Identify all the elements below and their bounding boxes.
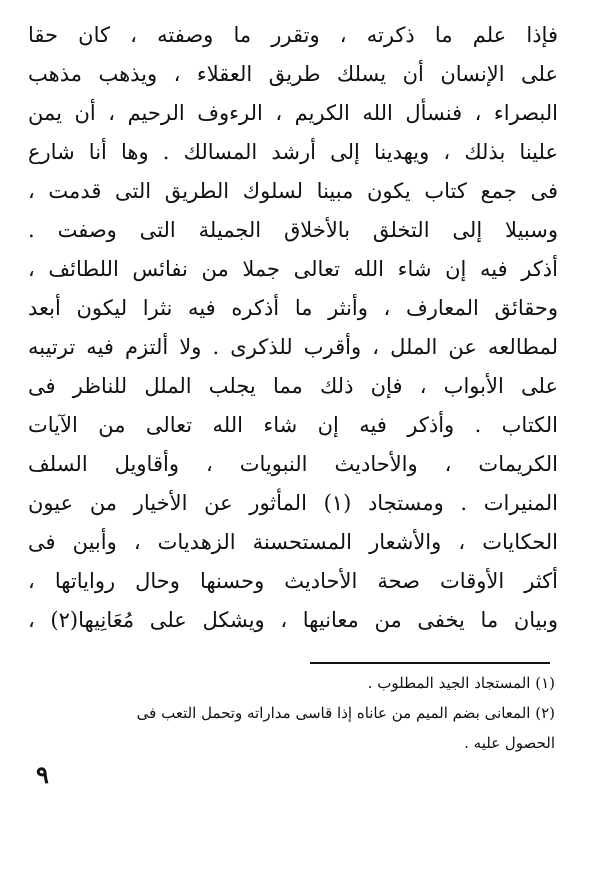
text-line: الحكايات ، والأشعار المستحسنة الزهديات ، وأبين فى — [28, 530, 558, 554]
text-line: على الأبواب ، فإن ذلك مما يجلب الملل للناظر فى — [28, 374, 558, 398]
page-number: ٩ — [36, 760, 49, 789]
text-line: الكريمات ، والأحاديث النبويات ، وأقاويل السلف — [28, 452, 558, 476]
body-text — [28, 16, 558, 640]
text-line: وسبيلا إلى التخلق بالأخلاق الجميلة التى وصفت . — [28, 218, 558, 242]
text-line: علينا بذلك ، ويهدينا إلى أرشد المسالك . وها أنا شارع — [28, 140, 558, 164]
footnote-separator — [310, 662, 550, 664]
text-line: البصراء ، فنسأل الله الكريم ، الرءوف الرحيم ، أن يمن — [28, 101, 558, 125]
footnote-2-continuation: الحصول عليه . — [464, 734, 555, 752]
text-line: أكثر الأوقات صحة الأحاديث وحسنها وحال رواياتها ، — [28, 569, 558, 593]
footnote-1: (١) المستجاد الجيد المطلوب . — [367, 674, 555, 692]
text-line: وبيان ما يخفى من معانيها ، ويشكل على مُعَانِيها(٢) ، — [28, 608, 558, 632]
text-line: فإذا علم ما ذكرته ، وتقرر ما وصفته ، كان حقا — [28, 23, 558, 47]
footnote-2: (٢) المعانى بضم الميم من عاناه إذا قاسى مداراته وتحمل التعب فى — [136, 704, 555, 722]
text-line: وحقائق المعارف ، وأنثر ما أذكره فيه نثرا ليكون أبعد — [28, 296, 558, 320]
text-line: أذكر فيه إن شاء الله تعالى جملا من نفائس اللطائف ، — [28, 257, 558, 281]
footnotes — [60, 668, 555, 758]
text-line: الكتاب . وأذكر فيه إن شاء الله تعالى من الآيات — [28, 413, 558, 437]
text-line: لمطالعه عن الملل ، وأقرب للذكرى . ولا ألتزم فيه ترتيبه — [28, 335, 558, 359]
text-line: فى جمع كتاب يكون مبينا لسلوك الطريق التى قدمت ، — [28, 179, 558, 203]
text-line: المنيرات . ومستجاد (١) المأثور عن الأخيار من عيون — [28, 491, 558, 515]
text-line: على الإنسان أن يسلك طريق العقلاء ، ويذهب مذهب — [28, 62, 558, 86]
